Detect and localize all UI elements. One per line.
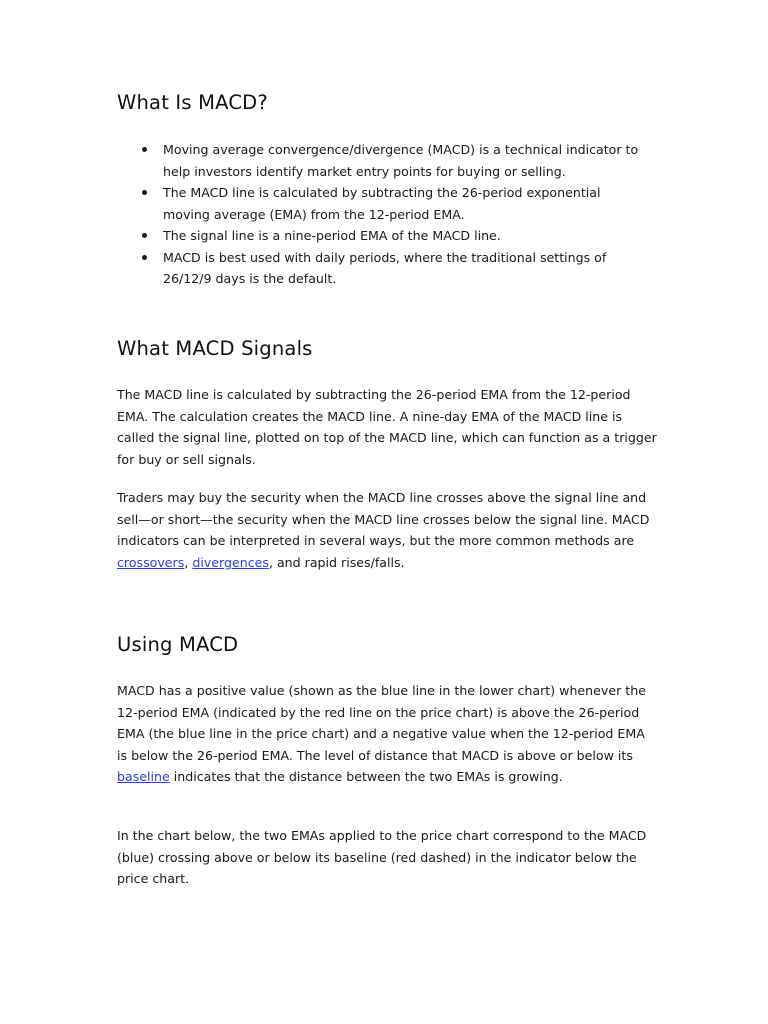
crossovers-link[interactable]: crossovers — [117, 554, 185, 570]
paragraph-macd-positive-negative — [117, 680, 657, 788]
list-item-text: MACD is best used with daily periods, where the traditional settings of 26/12/9 days is the default. — [163, 249, 607, 286]
bullet-dot-icon — [142, 147, 147, 152]
list-item — [163, 182, 647, 225]
list-item — [163, 247, 647, 290]
baseline-link[interactable]: baseline — [117, 769, 170, 785]
heading-using-macd: Using MACD — [117, 633, 239, 656]
list-item-text: The signal line is a nine-period EMA of the MACD line. — [163, 228, 501, 243]
paragraph-tail-text: , and rapid rises/falls. — [268, 554, 405, 570]
heading-what-macd-signals: What MACD Signals — [117, 337, 313, 360]
paragraph-text: Traders may buy the security when the MACD line crosses above the signal line and sell—or short—the security when the MACD line crosses below the signal line. MACD indicators can be interpreted in several ways, but the more common methods are — [117, 490, 650, 549]
bullet-dot-icon — [142, 233, 147, 238]
list-item-text: The MACD line is calculated by subtracting the 26-period exponential moving average (EMA) from the 12-period EMA. — [163, 185, 601, 222]
list-item — [163, 225, 647, 247]
paragraph-tail-text: indicates that the distance between the two EMAs is growing. — [169, 769, 563, 785]
key-takeaways-list — [117, 139, 647, 290]
list-item — [163, 139, 647, 182]
separator-text: , — [184, 554, 193, 570]
paragraph-text: MACD has a positive value (shown as the blue line in the lower chart) whenever the 12-period EMA (indicated by the red line on the price chart) is above the 26-period EMA (the blue line in the price chart) and a negative value when the 12-period EMA is below the 26-period EMA. The level of distance that MACD is above or below its — [117, 683, 646, 763]
bullet-dot-icon — [142, 190, 147, 195]
paragraph-chart-description: In the chart below, the two EMAs applied to the price chart correspond to the MACD (blue) crossing above or below its baseline (red dashed) in the indicator below the price chart. — [117, 828, 647, 887]
heading-what-is-macd: What Is MACD? — [117, 91, 268, 114]
paragraph-macd-calculation: The MACD line is calculated by subtracting the 26-period EMA from the 12-period EMA. The calculation creates the MACD line. A nine-day EMA of the MACD line is called the signal line, plotted on top of the MACD line, which can function as a trigger for buy or sell signals. — [117, 387, 657, 467]
bullet-dot-icon — [142, 255, 147, 260]
paragraph-trading-signals — [117, 487, 657, 573]
list-item-text: Moving average convergence/divergence (MACD) is a technical indicator to help investors identify market entry points for buying or selling. — [163, 142, 639, 179]
divergences-link[interactable]: divergences — [192, 554, 269, 570]
